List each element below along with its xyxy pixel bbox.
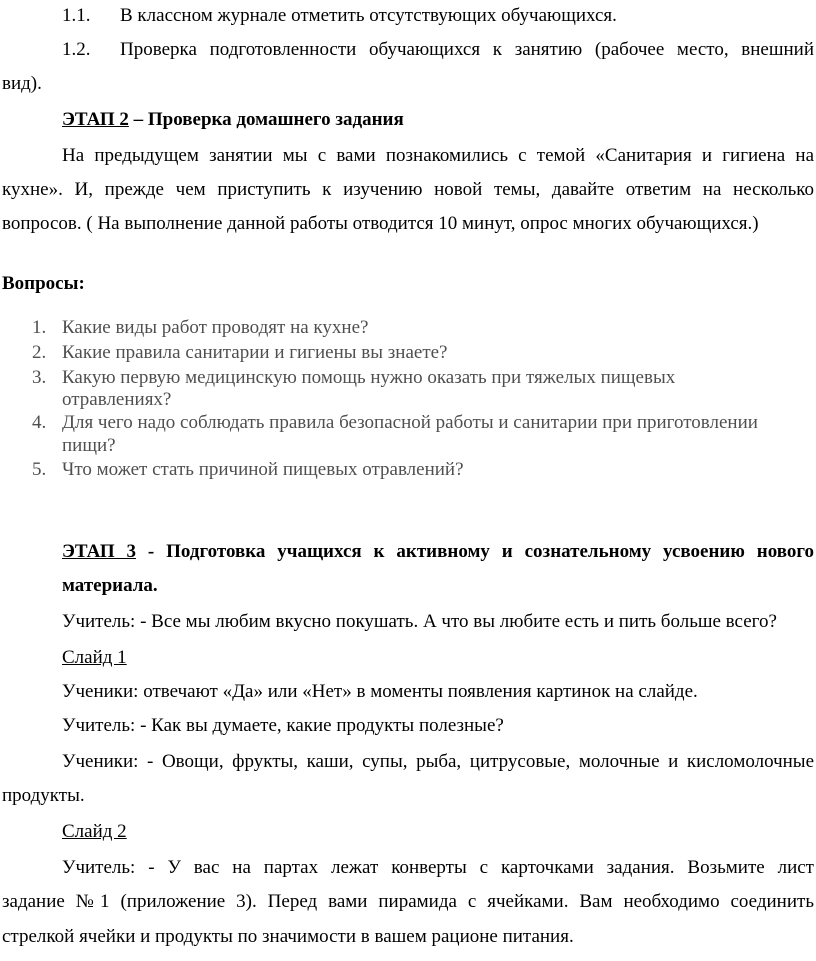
stage2-title: – Проверка домашнего задания bbox=[128, 109, 404, 130]
stage2-para-line: кухне». И, прежде чем приступить к изучению новой темы, давайте ответим на несколько bbox=[2, 179, 814, 200]
stage3-title-continued: материала. bbox=[62, 575, 158, 596]
list-number: 3. bbox=[32, 367, 47, 388]
teacher-line-3: Учитель: - У вас на партах лежат конверты с карточками задания. Возьмите лист bbox=[62, 857, 814, 878]
list-number: 1. bbox=[32, 317, 47, 338]
list-number: 5. bbox=[32, 459, 47, 480]
stage3-title: Подготовка учащихся к активному и сознательному усвоению нового bbox=[166, 541, 815, 562]
teacher-line-3-continued: стрелкой ячейки и продукты по значимости в вашем рационе питания. bbox=[2, 926, 574, 947]
stage2-heading bbox=[62, 108, 816, 132]
teacher-line-2: Учитель: - Как вы думаете, какие продукты полезные? bbox=[62, 715, 504, 736]
list-text-continued: пищи? bbox=[62, 435, 116, 456]
list-text: Какую первую медицинскую помощь нужно оказать при тяжелых пищевых bbox=[62, 367, 676, 388]
students-line-2: Ученики: - Овощи, фрукты, каши, супы, рыба, цитрусовые, молочные и кисломолочные bbox=[62, 751, 814, 772]
list-number: 2. bbox=[32, 342, 47, 363]
list-text-continued: отравлениях? bbox=[62, 389, 172, 410]
item-text-continued: вид). bbox=[2, 73, 42, 94]
list-text: Для чего надо соблюдать правила безопасной работы и санитарии при приготовлении bbox=[62, 412, 758, 433]
list-text: Какие виды работ проводят на кухне? bbox=[62, 317, 369, 338]
slide-1-label: Слайд 1 bbox=[62, 647, 127, 668]
item-text: В классном журнале отметить отсутствующих обучающихся. bbox=[120, 5, 617, 26]
questions-heading: Вопросы: bbox=[2, 273, 85, 294]
list-number: 4. bbox=[32, 412, 47, 433]
students-line-2-continued: продукты. bbox=[2, 785, 85, 806]
slide-2-label: Слайд 2 bbox=[62, 821, 127, 842]
stage3-label: ЭТАП 3 bbox=[62, 541, 137, 562]
item-number: 1.1. bbox=[62, 5, 91, 26]
students-line-1: Ученики: отвечают «Да» или «Нет» в моменты появления картинок на слайде. bbox=[62, 681, 698, 702]
teacher-line-1: Учитель: - Все мы любим вкусно покушать. А что вы любите есть и пить больше всего? bbox=[62, 611, 777, 632]
item-text: Проверка подготовленности обучающихся к занятию (рабочее место, внешний bbox=[120, 39, 814, 60]
stage2-para-line: вопросов. ( На выполнение данной работы отводится 10 минут, опрос многих обучающихся.) bbox=[2, 213, 759, 234]
item-number: 1.2. bbox=[62, 39, 91, 60]
list-text: Что может стать причиной пищевых отравлений? bbox=[62, 459, 464, 480]
stage2-para-line: На предыдущем занятии мы с вами познакомились с темой «Санитария и гигиена на bbox=[62, 145, 814, 166]
list-text: Какие правила санитарии и гигиены вы знаете? bbox=[62, 342, 448, 363]
stage2-label: ЭТАП 2 bbox=[62, 109, 129, 130]
teacher-line-3-continued: задание №1 (приложение 3). Перед вами пирамида с ячейками. Вам необходимо соединить bbox=[2, 891, 814, 912]
